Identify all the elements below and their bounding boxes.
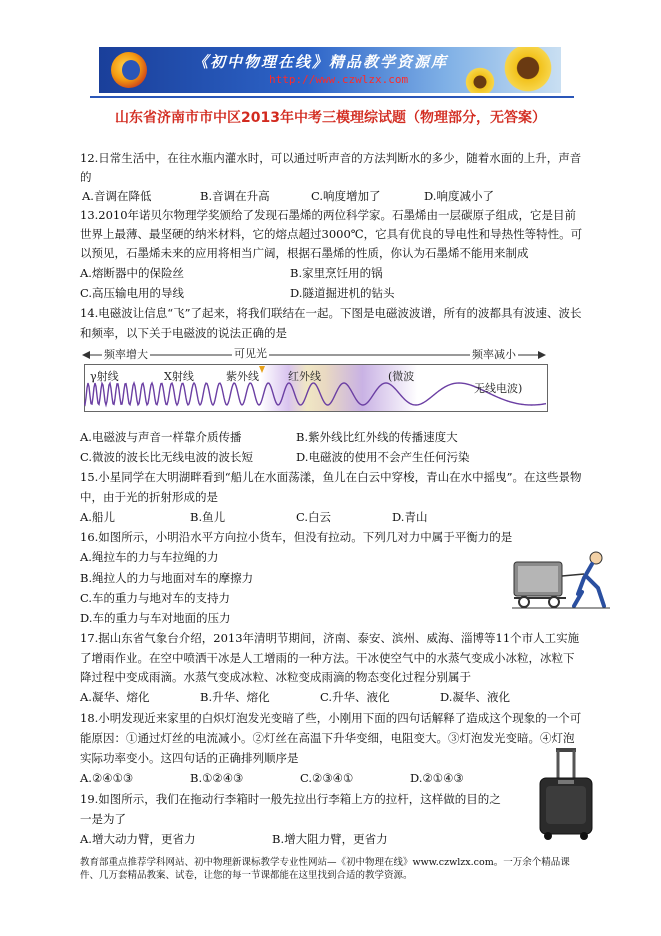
q17-option-d: D.凝华、液化 (440, 690, 510, 704)
q14-option-c: C.微波的波长比无线电波的波长短 (80, 450, 254, 464)
q14-text: 和频率，以下关于电磁波的说法正确的是 (80, 326, 287, 340)
q18-text: 18.小明发现近来家里的白炽灯泡发光变暗了些，小刚用下面的四句话解释了造成这个现象的一个可 (80, 711, 582, 725)
q14-option-b: B.紫外线比红外线的传播速度大 (296, 430, 458, 444)
banner-tagline: 《初中物理在线》精品教学资源库 (193, 53, 449, 71)
visible-marker-icon (259, 366, 265, 373)
header-divider (90, 96, 574, 98)
suitcase-figure (534, 746, 598, 842)
q12-option-a: A.音调在降低 (82, 189, 152, 203)
q15-option-b: B.鱼儿 (190, 510, 226, 524)
label-microwave: (微波 (388, 370, 415, 383)
q15-option-c: C.白云 (296, 510, 332, 524)
q13-option-d: D.隧道掘进机的钻头 (290, 286, 395, 300)
q17-text: 17.据山东省气象台介绍，2013年清明节期间，济南、泰安、滨州、威海、淄博等11个市人工实施 (80, 631, 580, 645)
q18-option-a: A.②④①③ (80, 771, 134, 785)
label-freq-up: 频率增大 (104, 348, 148, 361)
q13-text: 13.2010年诺贝尔物理学奖颁给了发现石墨烯的两位科学家。石墨烯由一层碳原子组成，它是目前 (80, 208, 577, 222)
q13-option-a: A.熔断器中的保险丝 (80, 266, 184, 280)
q16-option-c: C.车的重力与地对车的支持力 (80, 591, 231, 605)
label-xray: X射线 (164, 370, 194, 383)
q13-text: 世界上最薄、最坚硬的纳米材料，它的熔点超过3000℃，它具有优良的导电性和导热性等特性。可 (80, 227, 583, 241)
q12-option-d: D.响度减小了 (424, 189, 494, 203)
banner-site-url[interactable]: http://www.czwlzx.com (269, 73, 409, 86)
q16-option-d: D.车的重力与车对地面的压力 (80, 611, 231, 625)
q19-option-b: B.增大阻力臂，更省力 (272, 832, 388, 846)
q15-option-a: A.船儿 (80, 510, 115, 524)
q14-option-a: A.电磁波与声音一样靠介质传播 (80, 430, 242, 444)
label-visible: 可见光 (234, 347, 267, 360)
label-gamma: γ射线 (90, 370, 119, 383)
page-footer (80, 856, 600, 882)
q19-text: 一是为了 (80, 812, 126, 826)
q16-text: 16.如图所示，小明沿水平方向拉小货车，但没有拉动。下列几对力中属于平衡力的是 (80, 530, 513, 544)
header-banner (99, 47, 561, 93)
q12-option-b: B.音调在升高 (200, 189, 270, 203)
q13-option-b: B.家里烹饪用的锅 (290, 266, 383, 280)
label-radio: 无线电波) (474, 382, 523, 395)
sunflower-icon (501, 47, 555, 93)
q18-option-c: C.②③④① (300, 771, 354, 785)
label-uv: 紫外线 (226, 370, 259, 383)
label-ir: 红外线 (288, 370, 321, 383)
q17-option-a: A.凝华、熔化 (80, 690, 150, 704)
q19-option-a: A.增大动力臂，更省力 (80, 832, 196, 846)
label-freq-down: 频率减小 (472, 348, 516, 361)
q17-text: 降过程中变成雨滴。水蒸气变成冰粒、冰粒变成雨滴的物态变化过程分别属于 (80, 670, 471, 684)
cart-pulling-figure (512, 548, 610, 610)
footer-line: 件、几万套精品教案、试卷，让您的每一节课都能在这里找到合适的教学资源。 (80, 870, 413, 881)
q17-option-b: B.升华、熔化 (200, 690, 270, 704)
q14-text: 14.电磁波让信息“飞”了起来，将我们联结在一起。下图是电磁波波谱，所有的波都具有波速、波长 (80, 306, 582, 320)
q15-text: 15.小星同学在大明湖畔看到“船儿在水面荡漾，鱼儿在白云中穿梭，青山在水中摇曳”。在这些景物 (80, 470, 582, 484)
q17-option-c: C.升华、液化 (320, 690, 390, 704)
footer-line: 教育部重点推荐学科网站、初中物理新课标教学专业性网站—《初中物理在线》www.czwlzx.com。一万余个精品课 (80, 857, 570, 868)
q18-option-b: B.①②④③ (190, 771, 244, 785)
q13-text: 以预见，石墨烯未来的应用将相当广阔，根据石墨烯的性质，你认为石墨烯不能用来制成 (80, 246, 529, 260)
q14-option-d: D.电磁波的使用不会产生任何污染 (296, 450, 470, 464)
q18-text: 实际功率变小。这四句话的正确排列顺序是 (80, 751, 299, 765)
q15-option-d: D.青山 (392, 510, 428, 524)
q16-option-b: B.绳拉人的力与地面对车的摩擦力 (80, 571, 254, 585)
q19-text: 19.如图所示，我们在拖动行李箱时一般先拉出行李箱上方的拉杆，这样做的目的之 (80, 792, 501, 806)
q18-text: 能原因：①通过灯丝的电流减小。②灯丝在高温下升华变细，电阻变大。③灯泡发光变暗。④灯泡 (80, 731, 575, 745)
q13-option-c: C.高压输电用的导线 (80, 286, 185, 300)
q17-text: 了增雨作业。在空中喷洒干冰是人工增雨的一种方法。干冰使空气中的水蒸气变成小冰粒，冰粒下 (80, 651, 575, 665)
page-title: 山东省济南市市中区2013年中考三模理综试题（物理部分，无答案） (115, 110, 546, 126)
q16-option-a: A.绳拉车的力与车拉绳的力 (80, 550, 219, 564)
q18-option-d: D.②①④③ (410, 771, 464, 785)
site-logo-icon (111, 52, 147, 88)
sunflower-icon (463, 65, 497, 93)
q12-option-c: C.响度增加了 (311, 189, 381, 203)
q12-text: 12.日常生活中，在往水瓶内灌水时，可以通过听声音的方法判断水的多少，随着水面的上升，声音 (80, 151, 582, 165)
q12-text: 的 (80, 170, 92, 184)
q15-text: 中，由于光的折射形成的是 (80, 490, 218, 504)
